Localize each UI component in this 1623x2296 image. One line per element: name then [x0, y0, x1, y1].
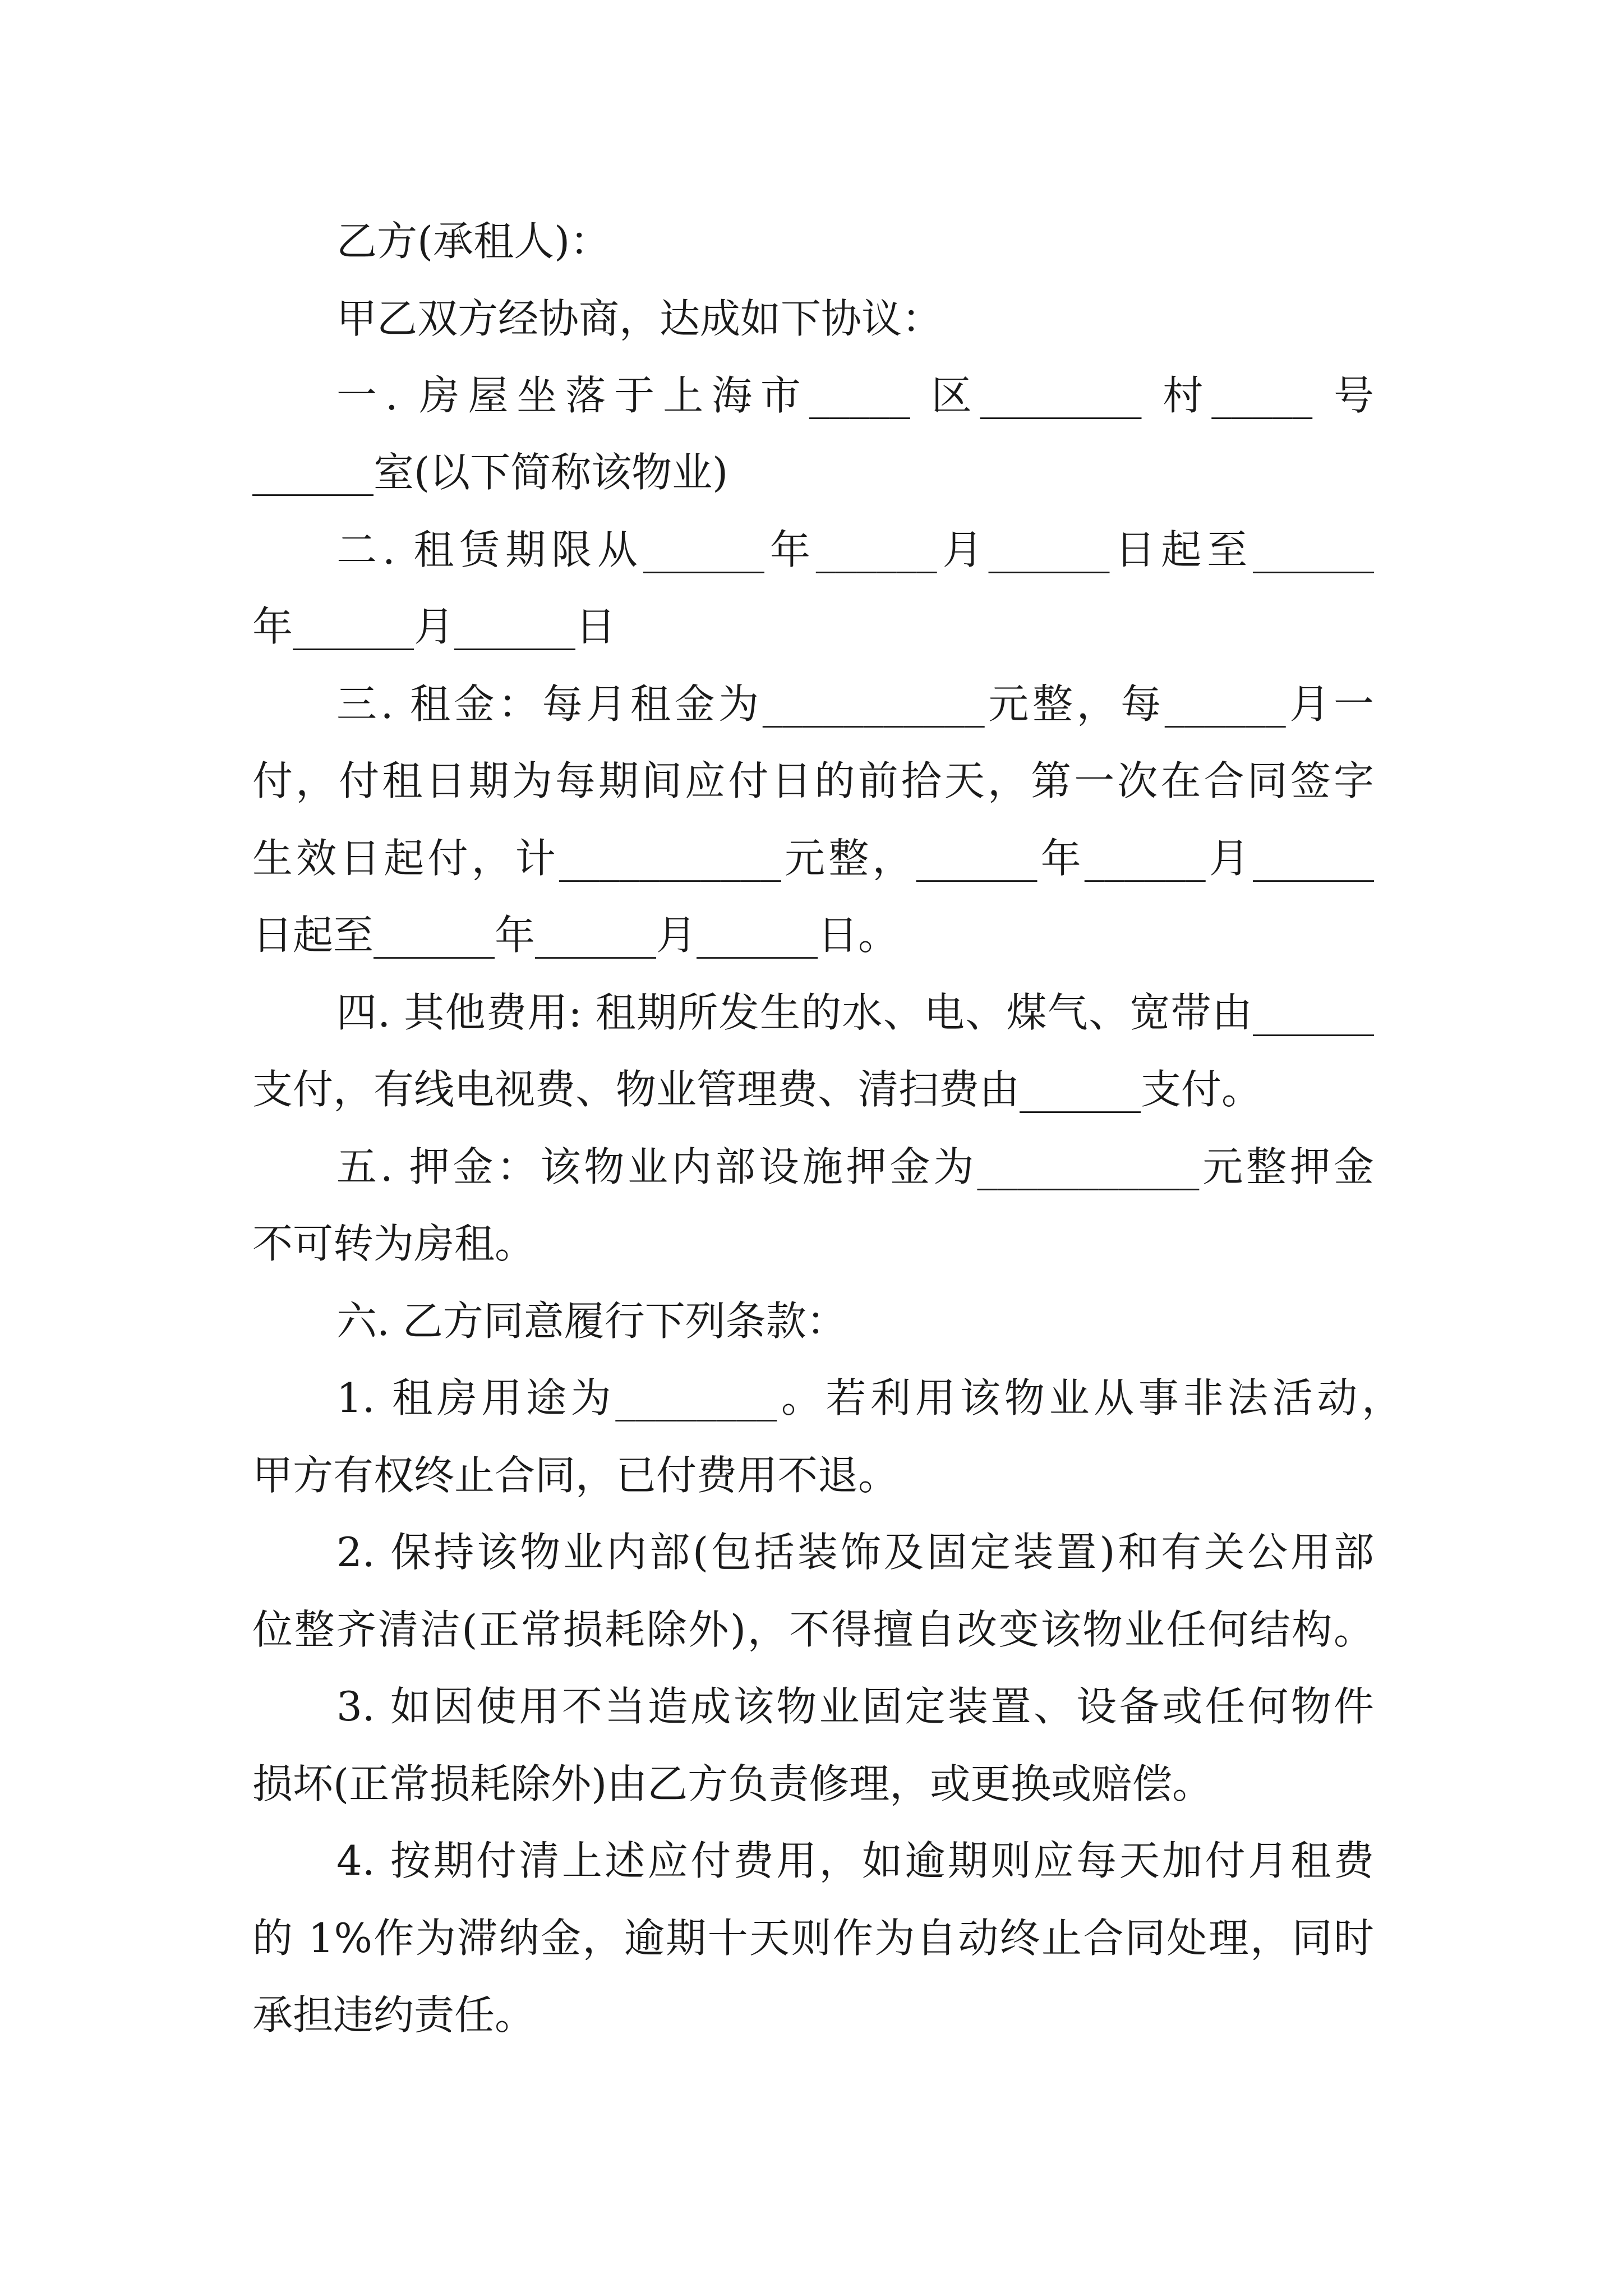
clause-6-heading: 六. 乙方同意履行下列条款：	[336, 1297, 847, 1345]
clause-5-line-1: 五. 押金：该物业内部设施押金为___________元整押金	[336, 1143, 1374, 1190]
agreement-intro: 甲乙双方经协商，达成如下协议：	[336, 295, 943, 342]
term-4-line-3: 承担违约责任。	[252, 1991, 536, 2039]
clause-2-line-1: 二. 租赁期限从______年______月______日起至______	[336, 526, 1374, 573]
term-1-line-2: 甲方有权终止合同，已付费用不退。	[252, 1452, 899, 1499]
clause-3-line-2: 付，付租日期为每期间应付日的前拾天，第一次在合同签字	[252, 757, 1374, 804]
clause-3-line-3: 生效日起付，计___________元整，______年______月______	[252, 835, 1374, 882]
clause-1-line-1: 一. 房屋坐落于上海市_____ 区________ 村_____ 号	[336, 372, 1374, 419]
term-4-line-1: 4. 按期付清上述应付费用，如逾期则应每天加付月租费	[336, 1837, 1374, 1884]
clause-3-line-1: 三. 租金：每月租金为___________元整，每______月一	[336, 680, 1374, 728]
term-3-line-1: 3. 如因使用不当造成该物业固定装置、设备或任何物件	[336, 1683, 1374, 1730]
clause-2-line-2: 年______月______日	[252, 603, 616, 650]
term-2-line-2: 位整齐清洁(正常损耗除外)，不得擅自改变该物业任何结构。	[252, 1606, 1374, 1653]
clause-1-line-2: ______室(以下简称该物业)	[252, 449, 728, 496]
clause-3-line-4: 日起至______年______月______日。	[252, 912, 899, 959]
clause-5-line-2: 不可转为房租。	[252, 1220, 536, 1267]
term-2-line-1: 2. 保持该物业内部(包括装饰及固定装置)和有关公用部	[336, 1529, 1374, 1576]
clause-4-line-2: 支付，有线电视费、物业管理费、清扫费由______支付。	[252, 1066, 1262, 1113]
term-4-line-2: 的 1%作为滞纳金，逾期十天则作为自动终止合同处理，同时	[252, 1915, 1374, 1962]
term-1-line-1: 1. 租房用途为________。若利用该物业从事非法活动，	[336, 1374, 1402, 1421]
clause-4-line-1: 四. 其他费用: 租期所发生的水、电、煤气、宽带由______	[336, 989, 1374, 1036]
party-b-line: 乙方(承租人)：	[336, 218, 611, 265]
term-3-line-2: 损坏(正常损耗除外)由乙方负责修理，或更换或赔偿。	[252, 1760, 1213, 1807]
